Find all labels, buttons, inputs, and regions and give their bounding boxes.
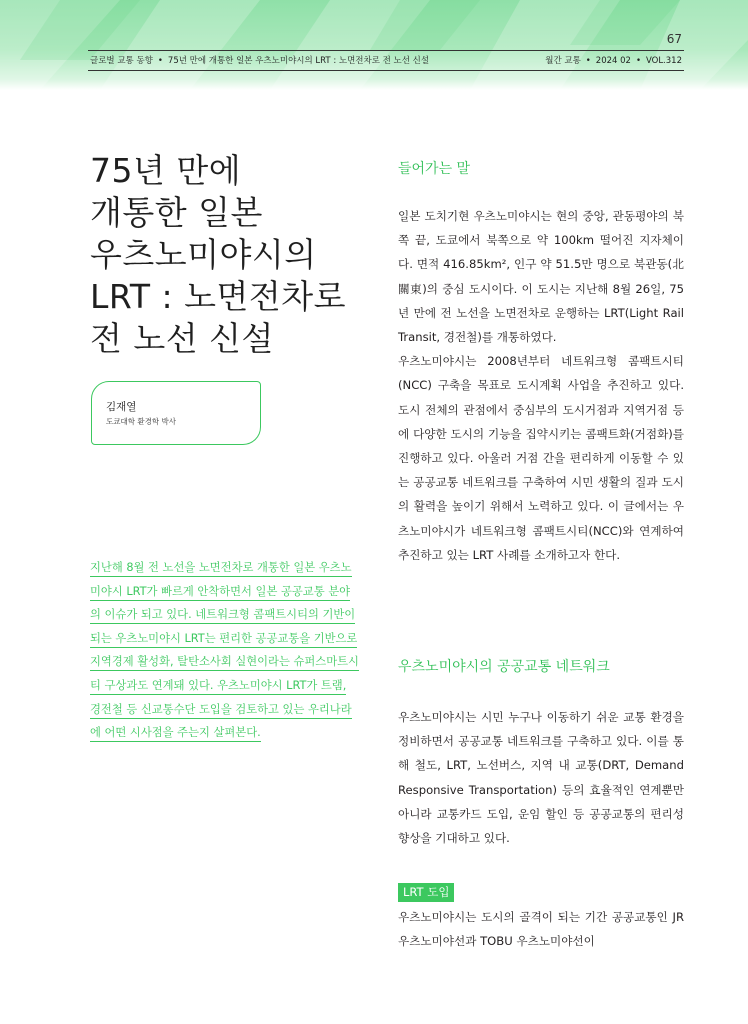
section-heading-intro: 들어가는 말 [398, 161, 471, 177]
paragraph: 일본 도치기현 우츠노미야시는 현의 중앙, 관동평야의 북쪽 끝, 도쿄에서 북쪽으로 약 100km 떨어진 지자체이다. 면적 416.85km², 인구 약 51.5만 명으로 북관동(北關東)의 중심 도시이다. 이 도시는 지난해 8월 26일, 75년 만에 전 노선을 노면전차로 운행하는 LRT(Light Rail Transit, 경전철)를 개통하였다. [398, 209, 684, 345]
author-name: 김재열 [106, 401, 137, 413]
network-body [398, 705, 684, 850]
separator-dot [636, 56, 641, 66]
section-name: 글로벌 교통 동향 [90, 56, 153, 66]
title-line: 75년 만에 [90, 151, 242, 190]
separator-dot [586, 56, 591, 66]
paragraph: 우츠노미야시는 도시의 골격이 되는 기간 공공교통인 JR 우츠노미야선과 TOBU 우츠노미야선이 [398, 910, 684, 949]
issue-date: 2024 02 [595, 56, 631, 66]
abstract-text: 지난해 8월 전 노선을 노면전차로 개통한 일본 우츠노미야시 LRT가 빠르게 안착하면서 일본 공공교통 분야의 이슈가 되고 있다. 네트워크형 콤팩트시티의 기반이 되는 우츠노미야시 LRT는 편리한 공공교통을 기반으로 지역경제 활성화, 탈탄소사회 실현이라는 슈퍼스마트시티 구상과도 연계돼 있다. 우츠노미야시 LRT가 트램, 경전철 등 신교통수단 도입을 검토하고 있는 우리나라에 어떤 시사점을 주는지 살펴본다. [90, 561, 359, 742]
header-pattern [0, 0, 748, 90]
page-number: 67 [666, 32, 682, 46]
author-affiliation: 도쿄대학 환경학 박사 [106, 417, 176, 426]
separator-dot [158, 56, 163, 66]
header-band [0, 0, 748, 90]
title-line: LRT : 노면전차로 [90, 277, 347, 316]
title-line: 개통한 일본 [90, 193, 263, 232]
section-heading-network: 우츠노미야시의 공공교통 네트워크 [398, 659, 610, 675]
magazine-name: 월간 교통 [545, 56, 581, 66]
paragraph: 우츠노미야시는 2008년부터 네트워크형 콤팩트시티(NCC) 구축을 목표로 도시계획 사업을 추진하고 있다. 도시 전체의 관점에서 중심부의 도시거점과 지역거점 등에 다양한 도시의 기능을 집약시키는 콤팩트화(거점화)를 진행하고 있다. 아울러 거점 간을 편리하게 이동할 수 있는 공공교통 네트워크를 구축하여 시민 생활의 질과 도시의 활력을 높이기 위해서 노력하고 있다. 이 글에서는 우츠노미야시가 네트워크형 콤팩트시티(NCC)와 연계하여 추진하고 있는 LRT 사례를 소개하고자 한다. [398, 354, 684, 562]
header-rule-bottom [88, 70, 684, 71]
author-box [91, 381, 261, 445]
title-line: 전 노선 신설 [90, 319, 274, 358]
title-line: 우츠노미야시의 [90, 235, 317, 274]
paragraph: 우츠노미야시는 시민 누구나 이동하기 쉬운 교통 환경을 정비하면서 공공교통 네트워크를 구축하고 있다. 이를 통해 철도, LRT, 노선버스, 지역 내 교통(DRT, Demand Responsive Transportation) 등의 효율적인 연계뿐만 아니라 교통카드 도입, 운임 할인 등 공공교통의 편리성 향상을 기대하고 있다. [398, 710, 684, 846]
intro-body [398, 204, 684, 567]
subsection-tag: LRT 도입 [398, 883, 454, 902]
running-header-left [90, 54, 429, 66]
running-article-title: 75년 만에 개통한 일본 우츠노미야시의 LRT : 노면전차로 전 노선 신설 [167, 56, 430, 66]
volume-number: VOL.312 [645, 56, 682, 66]
subsection-body [398, 905, 684, 953]
abstract [90, 556, 360, 745]
running-header-right [545, 54, 682, 66]
article-title [90, 150, 380, 360]
header-rule-top [88, 50, 684, 51]
